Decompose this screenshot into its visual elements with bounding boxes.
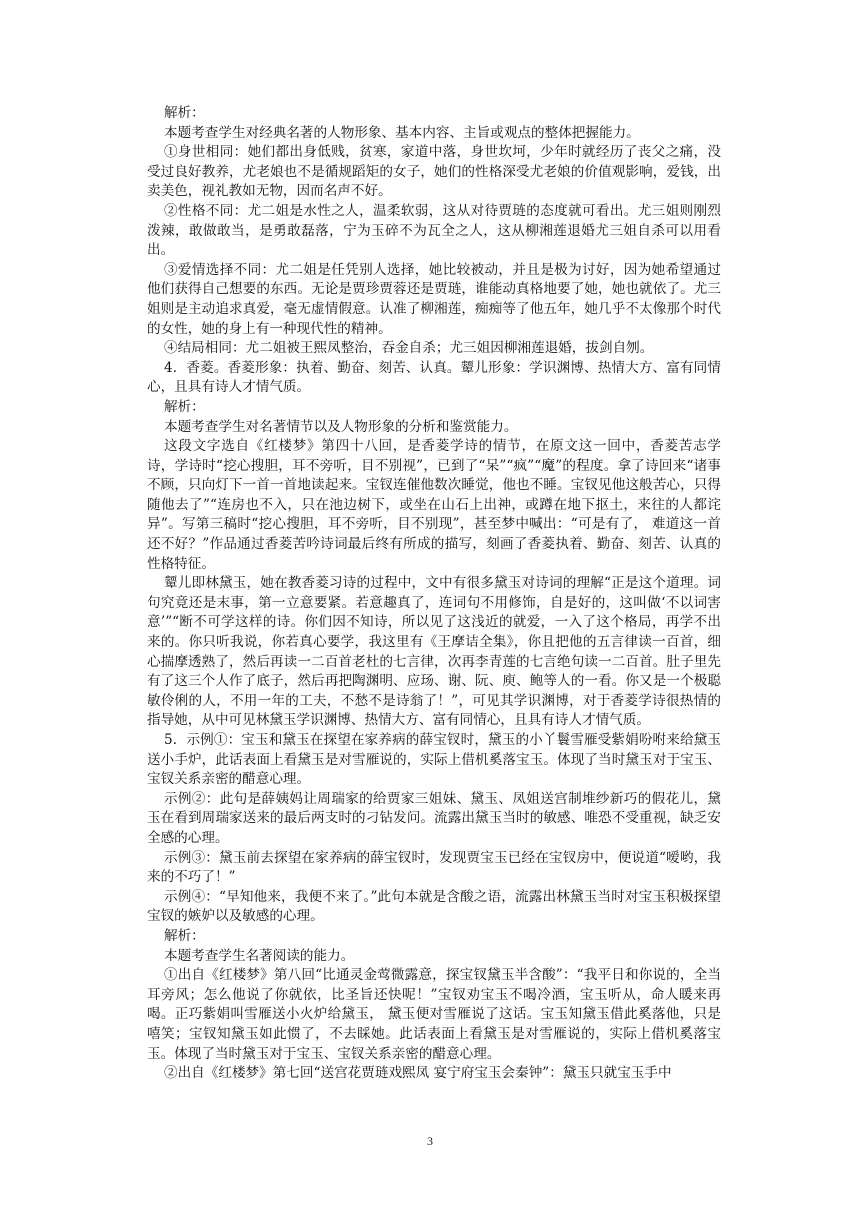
paragraph: ④结局相同：尤二姐被王熙凤整治，吞金自杀；尤三姐因柳湘莲退婚，拔剑自刎。 — [164, 340, 654, 357]
paragraph: ②出自《红楼梦》第七回“送宫花贾琏戏熙凤 宴宁府宝玉会秦钟”：黛玉只就宝玉手中 — [164, 1065, 672, 1082]
paragraph: 解析： — [164, 927, 205, 944]
paragraph: 4．香菱。香菱形象：执着、勤奋、刻苦、认真。颦儿形象：学识渊博、热情大方、富有同情心，且具有诗人才情气质。 — [147, 359, 721, 396]
paragraph: 解析： — [164, 105, 205, 121]
paragraph: 示例④：“早知他来，我便不来了。”此句本就是含酸之语，流露出林黛玉当时对宝玉积极探望宝钗的嫉妒以及敏感的心理。 — [147, 888, 721, 925]
paragraph: ①身世相同：她们都出身低贱，贫寒，家道中落，身世坎坷，少年时就经历了丧父之痛，没受过良好教养，尤老娘也不是循规蹈矩的女子，她们的性格深受尤老娘的价值观影响，爱钱，出卖美色，视礼教如无物，因而名声不好。 — [147, 144, 721, 200]
paragraph: 示例③：黛玉前去探望在家养病的薛宝钗时，发现贾宝玉已经在宝钗房中，便说道“嗳哟，我来的不巧了！” — [147, 849, 721, 886]
paragraph: 解析： — [164, 398, 205, 415]
paragraph: 这段文字选自《红楼梦》第四十八回，是香菱学诗的情节，在原文这一回中，香菱苦志学诗，学诗时“挖心搜胆，耳不旁听，目不别视”，已到了“呆”“疯”“魔”的程度。拿了诗回来“诸事不顾，只向灯下一首一首地读起来。宝钗连催他数次睡觉，他也不睡。宝钗见他这般苦心，只得随他去了”“连房也不入，只在池边树下，或坐在山石上出神，或蹲在地下抠土，来往的人都诧异”。写第三稿时“挖心搜胆，耳不旁听，目不别现”，甚至梦中喊出：“可是有了， 难道这一首还不好？”作品通过香菱苦吟诗词最后终有所成的描写，刻画了香菱执着、勤奋、刻苦、认真的性格特征。 — [147, 438, 721, 572]
paragraph: ③爱情选择不同：尤二姐是任凭别人选择，她比较被动，并且是极为讨好，因为她希望通过他们获得自己想要的东西。无论是贾珍贾蓉还是贾琏，谁能动真格地要了她，她也就依了。尤三姐则是主动追求真爱，毫无虚情假意。认准了柳湘莲，痴痴等了他五年，她几乎不太像那个时代的女性，她的身上有一种现代性的精神。 — [147, 261, 721, 337]
paragraph: 颦儿即林黛玉，她在教香菱习诗的过程中，文中有很多黛玉对诗词的理解“正是这个道理。词句究竟还是末事，第一立意要紧。若意趣真了，连词句不用修饰，自是好的，这叫做‘不以词害意’”“断不可学这样的诗。你们因不知诗，所以见了这浅近的就爱，一入了这个格局，再学不出来的。你只听我说，你若真心要学，我这里有《王摩诘全集》，你且把他的五言律读一百首，细心揣摩透熟了，然后再读一二百首老杜的七言律，次再李青莲的七言绝句读一二百首。肚子里先有了这三个人作了底子，然后再把陶渊明、应玚、谢、阮、庾、鲍等人的一看。你又是一个极聪敏伶俐的人，不用一年的工夫，不愁不是诗翁了！”，可见其学识渊博，对于香菱学诗很热情的指导她，从中可见林黛玉学识渊博、热情大方、富有同情心，且具有诗人才情气质。 — [147, 575, 721, 729]
paragraph: ②性格不同：尤二姐是水性之人，温柔软弱，这从对待贾琏的态度就可看出。尤三姐则刚烈泼辣，敢做敢当，是勇敢磊落，宁为玉碎不为瓦全之人，这从柳湘莲退婚尤三姐自杀可以用看出。 — [147, 202, 721, 259]
paragraph: 本题考查学生名著阅读的能力。 — [164, 947, 355, 964]
paragraph: ①出自《红楼梦》第八回“比通灵金莺微露意，探宝钗黛玉半含酸”：“我平日和你说的，全当耳旁风；怎么他说了你就依，比圣旨还快呢！”宝钗劝宝玉不喝冷酒，宝玉听从，命人暖来再喝。正巧紫娟叫雪雁送小火炉给黛玉， 黛玉便对雪雁说了这话。宝玉知黛玉借此奚落他，只是嘻笑；宝钗知黛玉如此惯了，不去睬她。此话表面上看黛玉是对雪雁说的，实际上借机奚落宝玉。体现了当时黛玉对于宝玉、宝钗关系亲密的醋意心理。 — [147, 967, 721, 1062]
document-body — [147, 104, 721, 1084]
paragraph: 本题考查学生对名著情节以及人物形象的分析和鉴赏能力。 — [164, 418, 518, 435]
paragraph: 5．示例①：宝玉和黛玉在探望在家养病的薛宝钗时，黛玉的小丫鬟雪雁受紫娟吩咐来给黛玉送小手炉，此话表面上看黛玉是对雪雁说的，实际上借机奚落宝玉。体现了当时黛玉对于宝玉、宝钗关系亲密的醋意心理。 — [147, 732, 721, 788]
paragraph: 本题考查学生对经典名著的人物形象、基本内容、主旨或观点的整体把握能力。 — [164, 124, 640, 141]
paragraph: 示例②：此句是薛姨妈让周瑞家的给贾家三姐妹、黛玉、凤姐送宫制堆纱新巧的假花儿，黛玉在看到周瑞家送来的最后两支时的刁钻发问。流露出黛玉当时的敏感、唯恐不受重视，缺乏安全感的心理。 — [147, 790, 721, 846]
page-number: 3 — [427, 1134, 433, 1148]
